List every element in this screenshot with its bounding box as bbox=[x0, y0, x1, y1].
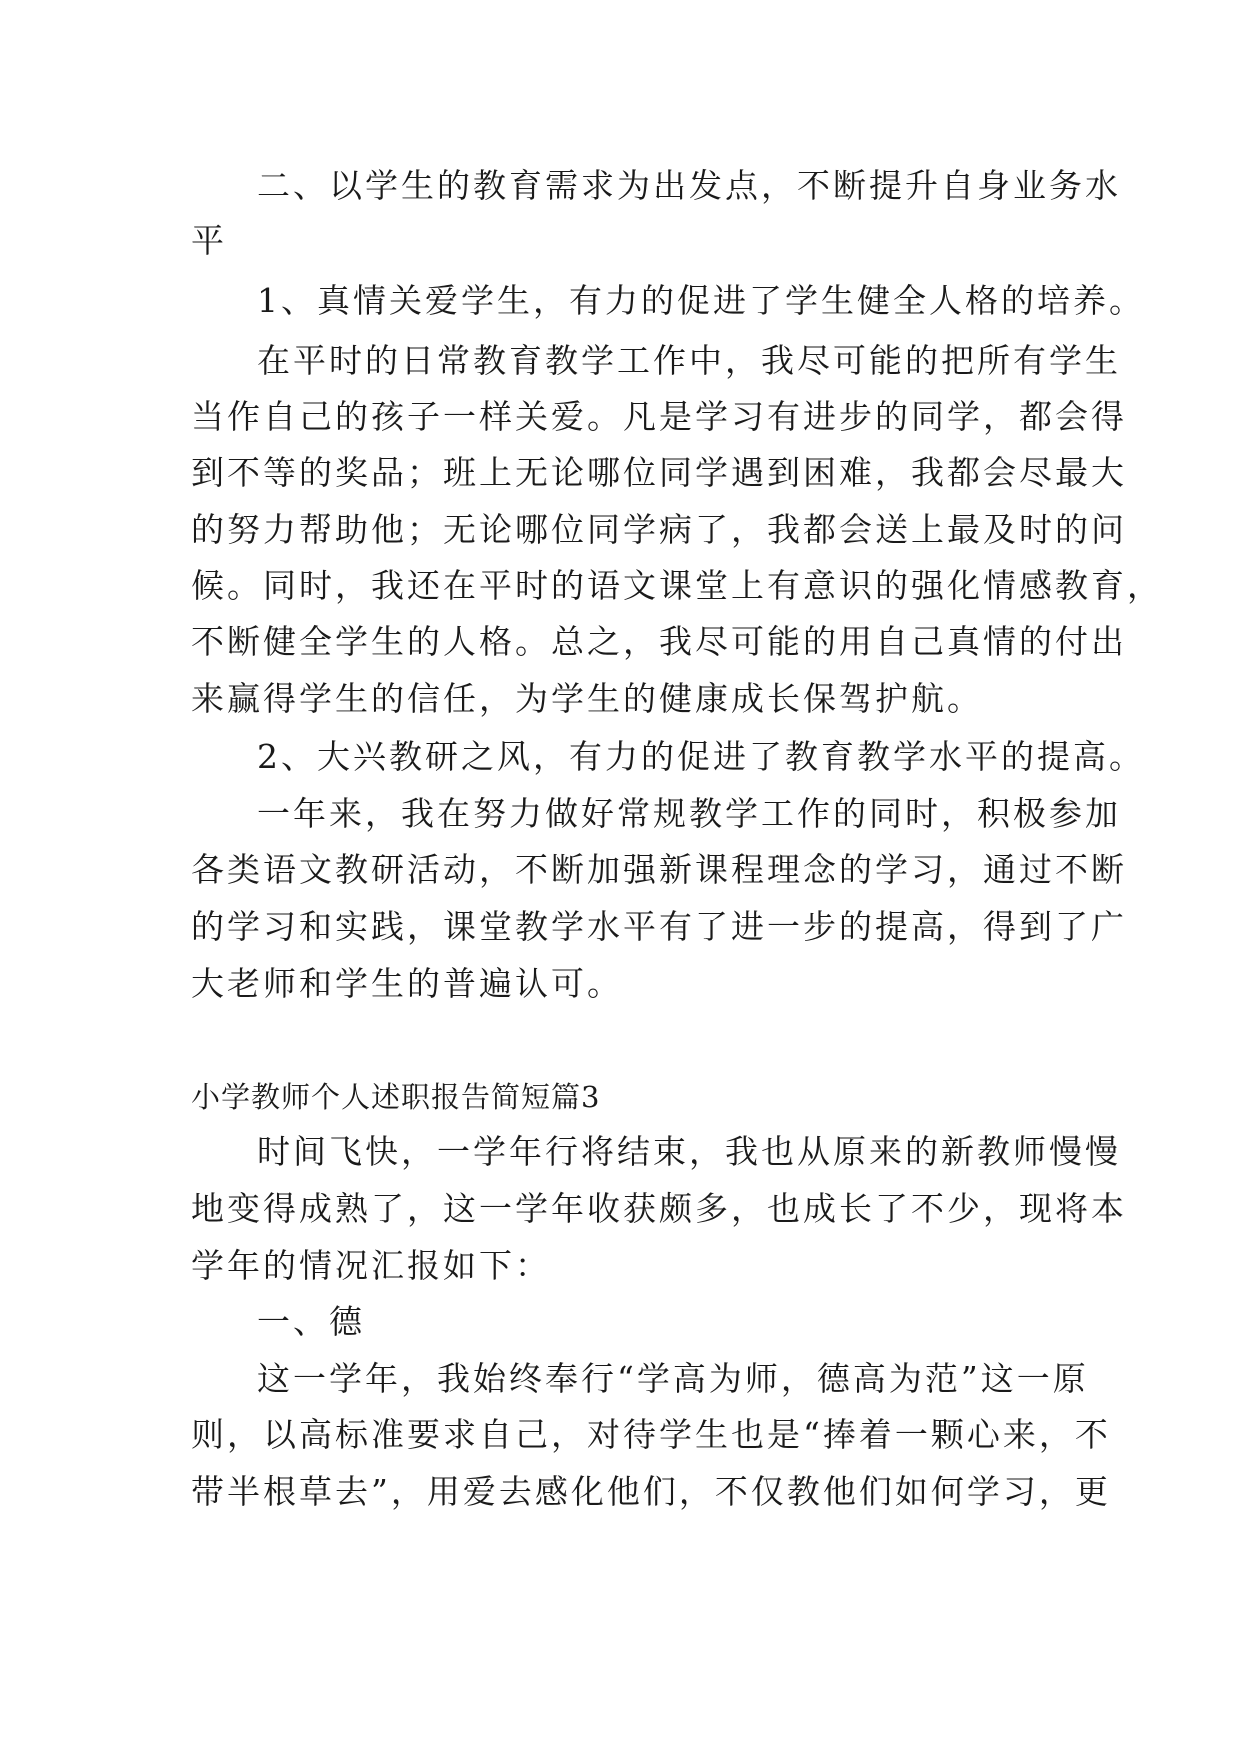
paragraph-line: 的努力帮助他；无论哪位同学病了，我都会送上最及时的问 bbox=[191, 510, 1127, 549]
paragraph-line: 带半根草去”，用爱去感化他们，不仅教他们如何学习，更 bbox=[191, 1472, 1111, 1511]
paragraph-line: 各类语文教研活动，不断加强新课程理念的学习，通过不断 bbox=[191, 850, 1127, 889]
article-title: 小学教师个人述职报告简短篇3 bbox=[191, 1080, 601, 1114]
section-heading-line-1: 二、以学生的教育需求为出发点，不断提升自身业务水 bbox=[257, 166, 1121, 205]
paragraph-line: 则，以高标准要求自己，对待学生也是“捧着一颗心来，不 bbox=[191, 1415, 1111, 1454]
paragraph-line: 大老师和学生的普遍认可。 bbox=[191, 964, 623, 1003]
paragraph-line: 时间飞快，一学年行将结束，我也从原来的新教师慢慢 bbox=[257, 1132, 1121, 1171]
paragraph-line: 学年的情况汇报如下： bbox=[191, 1246, 551, 1285]
paragraph-line: 到不等的奖品；班上无论哪位同学遇到困难，我都会尽最大 bbox=[191, 453, 1127, 492]
paragraph-line: 地变得成熟了，这一学年收获颇多，也成长了不少，现将本 bbox=[191, 1189, 1127, 1228]
paragraph-line: 在平时的日常教育教学工作中，我尽可能的把所有学生 bbox=[257, 341, 1121, 380]
paragraph-line: 的学习和实践，课堂教学水平有了进一步的提高，得到了广 bbox=[191, 907, 1127, 946]
paragraph-line: 一年来，我在努力做好常规教学工作的同时，积极参加 bbox=[257, 794, 1121, 833]
subheading-1: 1、真情关爱学生，有力的促进了学生健全人格的培养。 bbox=[257, 281, 1145, 320]
paragraph-line: 来赢得学生的信任，为学生的健康成长保驾护航。 bbox=[191, 679, 983, 718]
paragraph-line: 不断健全学生的人格。总之，我尽可能的用自己真情的付出 bbox=[191, 622, 1127, 661]
paragraph-line: 这一学年，我始终奉行“学高为师，德高为范”这一原 bbox=[257, 1359, 1089, 1398]
paragraph-line: 当作自己的孩子一样关爱。凡是学习有进步的同学，都会得 bbox=[191, 397, 1127, 436]
subheading-2: 2、大兴教研之风，有力的促进了教育教学水平的提高。 bbox=[257, 737, 1145, 776]
subheading-virtue: 一、德 bbox=[257, 1302, 365, 1341]
section-heading-line-2: 平 bbox=[191, 221, 227, 260]
paragraph-line: 候。同时，我还在平时的语文课堂上有意识的强化情感教育， bbox=[191, 566, 1163, 605]
